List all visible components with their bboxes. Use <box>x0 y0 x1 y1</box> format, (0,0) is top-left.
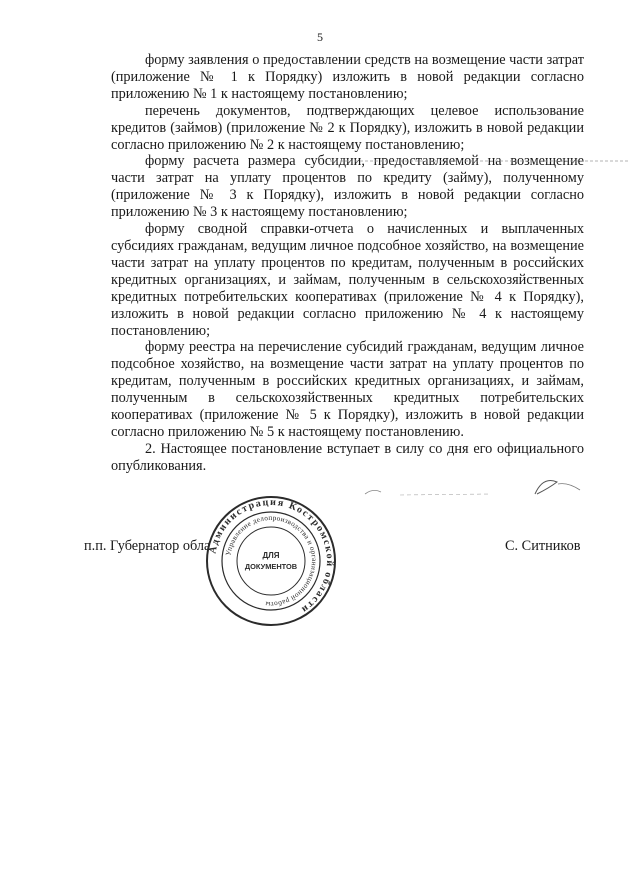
stamp-center-line1: ДЛЯ <box>262 551 280 560</box>
scan-line-mark <box>330 158 630 164</box>
paragraph-4: форму сводной справки-отчета о начисленных и выплаченных субсидиях гражданам, ведущим личное подсобное хозяйство, на возмещение части затрат на уплату процентов по кредитам, полученным в российских кредитных организациях, и займам, полученным в сельскохозяйственных кредитных потребительских кооперативах (приложение № 4 к Порядку), изложить в новой редакции согласно приложению № 4 к настоящему постановлению; <box>111 221 584 339</box>
official-stamp <box>205 495 337 627</box>
document-body <box>111 52 584 475</box>
signature-name: С. Ситников <box>505 538 581 554</box>
paragraph-6: 2. Настоящее постановление вступает в силу со дня его официального опубликования. <box>111 440 584 474</box>
paragraph-5: форму реестра на перечисление субсидий гражданам, ведущим личное подсобное хозяйство, на возмещение части затрат на уплату процентов по кредитам, полученным в российских кредитных организациях, и займам, полученным в сельскохозяйственных кредитных потребительских кооперативах (приложение № 5 к Порядку), изложить в новой редакции согласно приложению № 5 к настоящему постановлению. <box>111 339 584 440</box>
paragraph-3: форму расчета размера субсидии, предоставляемой на возмещение части затрат на уплату процентов по кредиту (займу), полученному (приложение № 3 к Порядку), изложить в новой редакции согласно приложению № 3 к настоящему постановлению; <box>111 153 584 221</box>
stamp-inner-text: Управление делопроизводства и организационной работы <box>224 513 319 609</box>
stamp-center-line2: ДОКУМЕНТОВ <box>244 562 298 571</box>
signature-title: п.п. Губернатор обла <box>84 538 211 554</box>
stamp-outer-text: Администрация Костромской области <box>207 496 336 616</box>
paragraph-2: перечень документов, подтверждающих целевое использование кредитов (займов) (приложение № 2 к Порядку), изложить в новой редакции согласно приложению № 2 к настоящему постановлению; <box>111 102 584 153</box>
signature-scribble <box>340 470 590 500</box>
paragraph-1: форму заявления о предоставлении средств на возмещение части затрат (приложение № 1 к Порядку) изложить в новой редакции согласно приложению № 1 к настоящему постановлению; <box>111 52 584 102</box>
page-number: 5 <box>317 30 323 44</box>
